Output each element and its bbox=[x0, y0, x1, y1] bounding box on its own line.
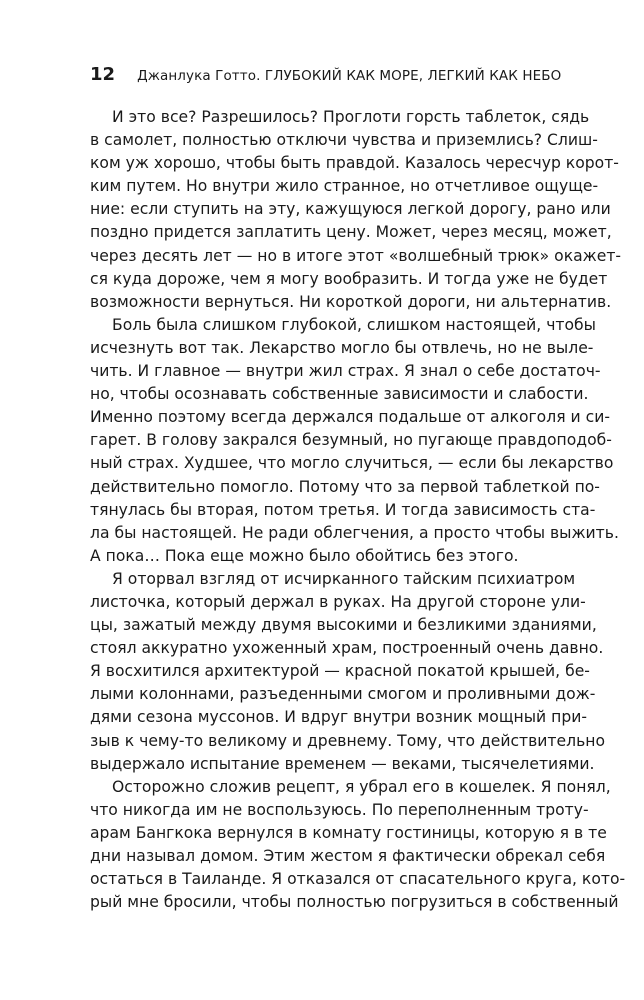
text-line: остаться в Таиланде. Я отказался от спасательного круга, кото- bbox=[90, 870, 626, 889]
text-line: листочка, который держал в руках. На другой стороне ули- bbox=[90, 592, 586, 611]
text-line: Я восхитился архитектурой — красной покатой крышей, бе- bbox=[90, 662, 590, 681]
text-line: Боль была слишком глубокой, слишком настоящей, чтобы bbox=[112, 315, 596, 334]
text-line: арам Бангкока вернулся в комнату гостиницы, которую я в те bbox=[90, 823, 607, 842]
body-text bbox=[90, 106, 626, 914]
text-line: зыв к чему-то великому и древнему. Тому, что действительно bbox=[90, 731, 606, 750]
text-line: И это все? Разрешилось? Проглоти горсть таблеток, сядь bbox=[112, 108, 590, 126]
text-line: действительно помогло. Потому что за первой таблеткой по- bbox=[90, 477, 600, 496]
text-line: рый мне бросили, чтобы полностью погрузиться в собственный bbox=[90, 893, 619, 912]
text-line: через десять лет — но в итоге этот «волшебный трюк» окажет- bbox=[90, 246, 622, 265]
text-line: ким путем. Но внутри жило странное, но отчетливое ощуще- bbox=[90, 177, 599, 196]
paragraph bbox=[90, 568, 606, 776]
text-line: ся куда дороже, чем я могу вообразить. И тогда уже не будет bbox=[90, 269, 608, 288]
text-line: цы, зажатый между двумя высокими и безликими зданиями, bbox=[90, 616, 597, 635]
page-number: 12 bbox=[90, 64, 116, 85]
text-line: дни называл домом. Этим жестом я фактически обрекал себя bbox=[90, 847, 606, 865]
text-line: ние: если ступить на эту, кажущуюся легкой дорогу, рано или bbox=[90, 200, 611, 219]
text-line: лыми колоннами, разъеденными смогом и проливными дож- bbox=[90, 685, 596, 704]
text-line: дями сезона муссонов. И вдруг внутри возник мощный при- bbox=[90, 708, 587, 727]
book-title-header: Джанлука Готто. ГЛУБОКИЙ КАК МОРЕ, ЛЕГКИЙ КАК НЕБО bbox=[137, 68, 562, 84]
text-line: ный страх. Худшее, что могло случиться, — если бы лекарство bbox=[90, 454, 614, 473]
text-line: что никогда им не воспользуюсь. По переполненным троту- bbox=[90, 800, 589, 819]
text-line: стоял аккуратно ухоженный храм, построенный очень давно. bbox=[90, 639, 604, 658]
paragraph bbox=[90, 776, 626, 915]
running-head bbox=[90, 64, 570, 88]
text-line: чить. И главное — внутри жил страх. Я знал о себе достаточ- bbox=[90, 362, 601, 381]
text-line: возможности вернуться. Ни короткой дороги, ни альтернатив. bbox=[90, 292, 612, 311]
text-line: Я оторвал взгляд от исчирканного тайским психиатром bbox=[112, 569, 576, 588]
text-line: гарет. В голову закрался безумный, но пугающе правдоподоб- bbox=[90, 431, 612, 450]
text-line: но, чтобы осознавать собственные зависимости и слабости. bbox=[90, 385, 589, 404]
text-line: Осторожно сложив рецепт, я убрал его в кошелек. Я понял, bbox=[112, 777, 611, 796]
text-line: исчезнуть вот так. Лекарство могло бы отвлечь, но не выле- bbox=[90, 338, 594, 357]
text-line: поздно придется заплатить цену. Может, через месяц, может, bbox=[90, 223, 612, 242]
text-line: тянулась бы вторая, потом третья. И тогда зависимость ста- bbox=[90, 500, 596, 519]
text-line: в самолет, полностью отключи чувства и приземлись? Слиш- bbox=[90, 131, 598, 150]
text-line: Именно поэтому всегда держался подальше от алкоголя и си- bbox=[90, 408, 610, 427]
paragraph bbox=[90, 106, 622, 314]
text-line: ла бы настоящей. Не ради облегчения, а просто чтобы выжить. bbox=[90, 523, 619, 542]
text-line: ком уж хорошо, чтобы быть правдой. Казалось чересчур корот- bbox=[90, 154, 619, 173]
text-line: А пока… Пока еще можно было обойтись без этого. bbox=[90, 546, 519, 565]
paragraph bbox=[90, 314, 619, 568]
text-line: выдержало испытание временем — веками, тысячелетиями. bbox=[90, 754, 595, 773]
